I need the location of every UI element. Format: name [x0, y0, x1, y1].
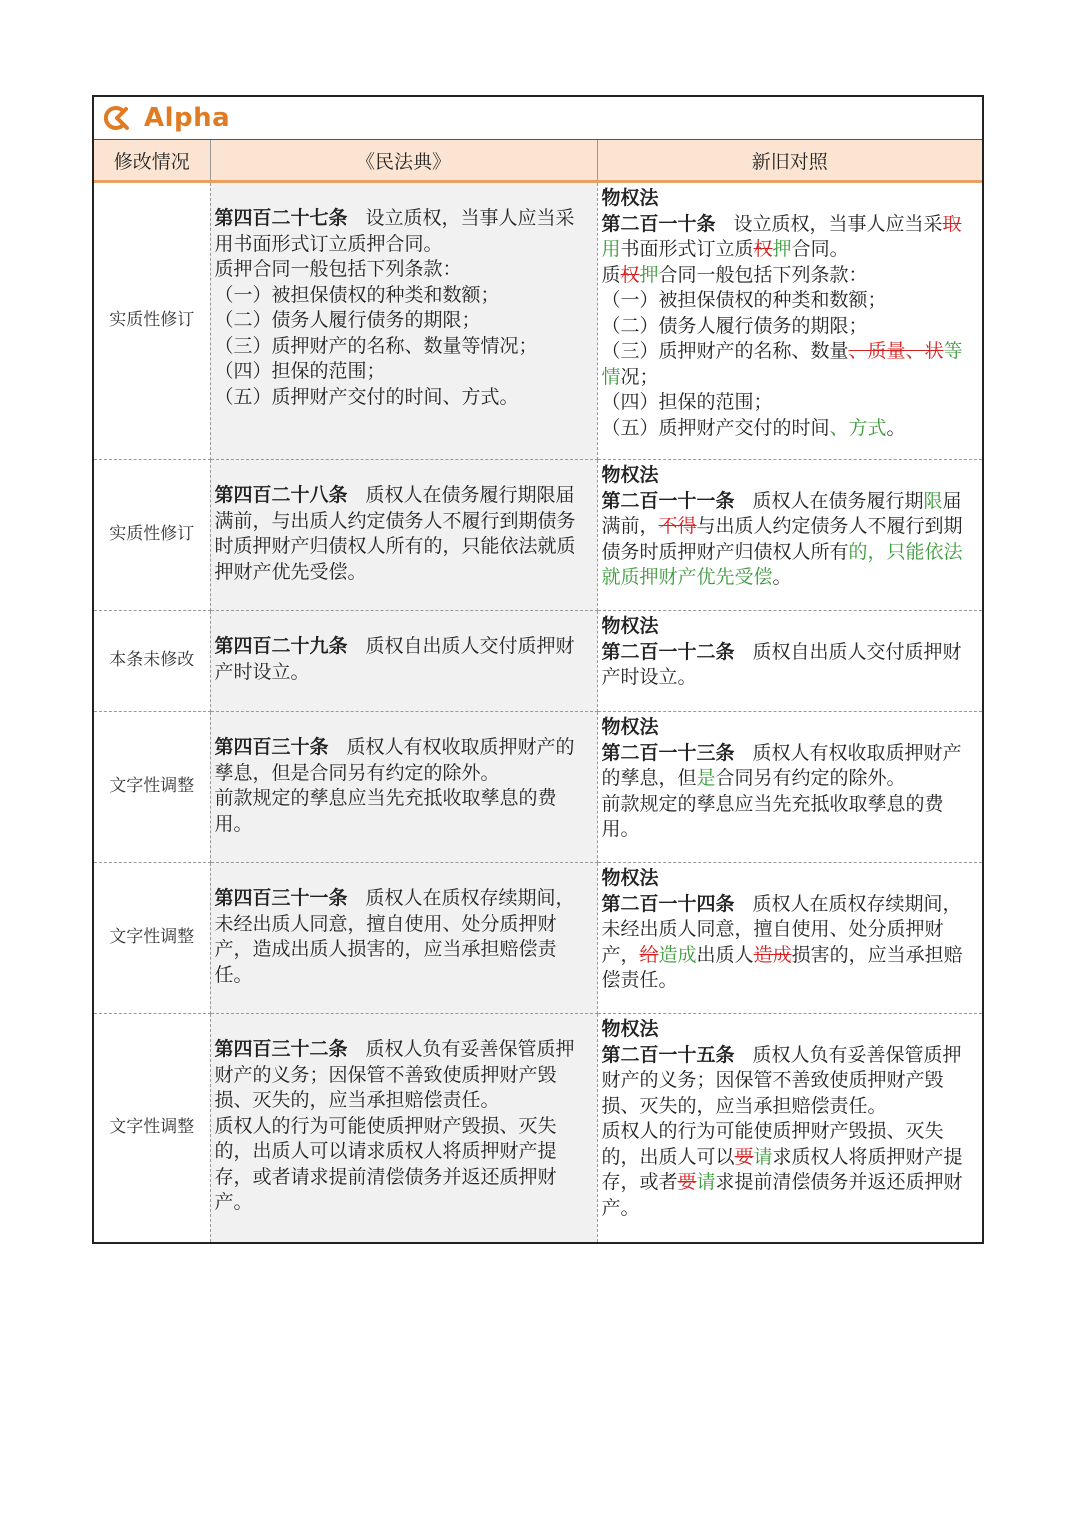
comparison-cell [597, 1014, 982, 1242]
civil-article-number: 第四百二十七条 [214, 207, 348, 229]
civil-paragraph [215, 1037, 593, 1114]
unchanged-text: 届满前， [601, 489, 962, 537]
added-text: 请 [753, 1145, 773, 1168]
civil-text: （二）债务人履行债务的期限； [214, 309, 481, 331]
added-text: 是 [696, 767, 716, 789]
comparison-paragraph [602, 212, 980, 263]
civil-article-number: 第四百三十一条 [214, 887, 348, 909]
civil-code-cell [210, 863, 597, 1014]
comparison-cell [597, 182, 982, 460]
old-article-number: 第二百一十二条 [601, 640, 735, 663]
civil-text: 前款规定的孳息应当先充抵收取孳息的费用。 [214, 787, 557, 835]
unchanged-text: 质权人的行为可能使质押财产毁损、灭失的，出质人可以 [601, 1120, 944, 1168]
unchanged-text: 质 [601, 263, 621, 286]
civil-article-number: 第四百二十八条 [214, 484, 348, 506]
unchanged-text: 设立质权，当事人应当采 [733, 212, 943, 235]
comparison-paragraph [602, 390, 980, 416]
comparison-paragraph [602, 314, 980, 340]
unchanged-text: 出质人 [696, 943, 754, 966]
table-row [94, 611, 982, 712]
civil-paragraph [215, 283, 593, 309]
alpha-logo-icon [102, 103, 132, 133]
comparison-document [92, 95, 984, 1244]
civil-text: 质权人有权收取质押财产的孳息，但是合同另有约定的除外。 [214, 736, 575, 784]
civil-text: （四）担保的范围； [214, 360, 386, 382]
deleted-text: 权 [753, 238, 773, 260]
unchanged-text: 合同一般包括下列条款： [658, 263, 868, 286]
deleted-text: 不得 [658, 515, 697, 537]
civil-code-cell [210, 460, 597, 611]
modification-status: 实质性修订 [94, 182, 210, 460]
unchanged-text: 前款规定的孳息应当先充抵收取孳息的费用。 [601, 792, 944, 840]
modification-status: 文字性调整 [94, 712, 210, 863]
unchanged-text: （二）债务人履行债务的期限； [601, 314, 868, 337]
deleted-text: 给 [639, 943, 659, 966]
comparison-paragraph [602, 640, 980, 691]
civil-paragraph [215, 206, 593, 257]
comparison-paragraph [602, 263, 980, 289]
table-row [94, 182, 982, 460]
added-text: 的，只能依法就质押财产优先受偿 [601, 540, 963, 588]
added-text: 造成 [658, 943, 697, 966]
comparison-paragraph [602, 741, 980, 792]
old-law-name: 物权法 [601, 615, 659, 637]
unchanged-text: （三）质押财产的名称、数量 [601, 340, 849, 362]
civil-text: （一）被担保债权的种类和数额； [214, 283, 500, 306]
deleted-text: 权 [620, 263, 640, 286]
civil-article-number: 第四百三十条 [214, 736, 329, 758]
comparison-cell [597, 712, 982, 863]
table-row [94, 1014, 982, 1242]
unchanged-text: 质权人有权收取质押财产的孳息，但 [601, 741, 962, 789]
header-old-new-comparison: 新旧对照 [597, 140, 982, 182]
added-text: 用 [601, 238, 621, 260]
civil-article-number: 第四百三十二条 [214, 1038, 348, 1060]
civil-text: 质权人在债务履行期限届满前，与出质人约定债务人不履行到期债务时质押财产归债权人所有的，只能依法就质押财产优先受偿。 [214, 484, 576, 583]
old-law-name: 物权法 [601, 867, 659, 889]
old-law-name: 物权法 [601, 716, 659, 738]
unchanged-text: 与出质人约定债务人不履行到期债务时质押财产归债权人所有 [601, 515, 963, 563]
unchanged-text: 。 [886, 416, 906, 439]
comparison-paragraph [602, 792, 980, 843]
unchanged-text: 求提前清偿债务并返还质押财产。 [601, 1171, 963, 1219]
civil-paragraph [215, 886, 593, 988]
table-header-row [94, 140, 982, 182]
added-text: 等情 [601, 340, 963, 388]
comparison-paragraph [602, 489, 980, 591]
civil-paragraph [215, 735, 593, 786]
modification-status: 文字性调整 [94, 863, 210, 1014]
added-text: 限 [923, 489, 943, 512]
civil-paragraph [215, 1114, 593, 1216]
old-law-name: 物权法 [601, 1018, 659, 1040]
civil-paragraph [215, 257, 593, 283]
comparison-cell [597, 863, 982, 1014]
comparison-paragraph [602, 288, 980, 314]
header-civil-code: 《民法典》 [210, 140, 597, 182]
comparison-cell [597, 460, 982, 611]
added-text: 、方式 [829, 416, 887, 439]
unchanged-text: 合同。 [791, 238, 849, 260]
civil-paragraph [215, 483, 593, 585]
table-row [94, 712, 982, 863]
civil-paragraph [215, 359, 593, 385]
deleted-text: 、质量、状 [848, 340, 944, 362]
unchanged-text: （一）被担保债权的种类和数额； [601, 289, 887, 311]
unchanged-text: 合同另有约定的除外。 [715, 767, 906, 789]
civil-paragraph [215, 308, 593, 334]
civil-paragraph [215, 385, 593, 411]
deleted-text: 取 [942, 212, 962, 235]
old-article-number: 第二百一十条 [601, 212, 716, 235]
added-text: 押 [639, 263, 659, 286]
added-text: 请 [696, 1171, 716, 1193]
added-text: 押 [772, 238, 792, 260]
civil-text: 质权人负有妥善保管质押财产的义务；因保管不善致使质押财产毁损、灭失的，应当承担赔偿责任。 [214, 1038, 575, 1111]
comparison-paragraph [602, 416, 980, 442]
old-article-number: 第二百一十五条 [601, 1043, 735, 1066]
civil-code-cell [210, 182, 597, 460]
unchanged-text: 损害的，应当承担赔偿责任。 [601, 943, 963, 991]
deleted-text: 要 [677, 1171, 697, 1193]
civil-text: 质权人在质权存续期间，未经出质人同意，擅自使用、处分质押财产，造成出质人损害的，应当承担赔偿责任。 [214, 887, 575, 986]
comparison-table [94, 140, 982, 1242]
civil-text: （五）质押财产交付的时间、方式。 [214, 385, 519, 408]
unchanged-text: 。 [772, 566, 792, 588]
deleted-text: 要 [734, 1145, 754, 1168]
old-law-name: 物权法 [601, 464, 659, 486]
civil-text: 质权自出质人交付质押财产时设立。 [214, 635, 575, 683]
modification-status: 文字性调整 [94, 1014, 210, 1242]
civil-code-cell [210, 1014, 597, 1242]
old-article-number: 第二百一十四条 [601, 892, 735, 915]
comparison-cell [597, 611, 982, 712]
civil-text: （三）质押财产的名称、数量等情况； [214, 334, 538, 357]
comparison-paragraph [602, 892, 980, 994]
civil-code-cell [210, 712, 597, 863]
civil-code-cell [210, 611, 597, 712]
brand-name: Alpha [144, 103, 231, 133]
modification-status: 实质性修订 [94, 460, 210, 611]
comparison-paragraph [602, 1043, 980, 1120]
brand-header [94, 97, 982, 140]
civil-paragraph [215, 786, 593, 837]
civil-paragraph [215, 334, 593, 360]
civil-text: 质押合同一般包括下列条款： [214, 258, 462, 280]
comparison-paragraph [602, 339, 980, 390]
unchanged-text: 质权人在债务履行期 [752, 489, 924, 512]
unchanged-text: 求质权人将质押财产提存，或者 [601, 1145, 963, 1193]
table-row [94, 863, 982, 1014]
deleted-text: 造成 [753, 943, 792, 966]
comparison-paragraph [602, 1119, 980, 1221]
old-article-number: 第二百一十一条 [601, 489, 735, 512]
unchanged-text: 质权人在质权存续期间，未经出质人同意，擅自使用、处分质押财产， [601, 892, 962, 966]
modification-status: 本条未修改 [94, 611, 210, 712]
unchanged-text: （四）担保的范围； [601, 391, 773, 413]
civil-paragraph [215, 634, 593, 685]
civil-text: 质权人的行为可能使质押财产毁损、灭失的，出质人可以请求质权人将质押财产提存，或者请求提前清偿债务并返还质押财产。 [214, 1114, 557, 1213]
old-law-name: 物权法 [601, 187, 659, 209]
header-modification-status: 修改情况 [94, 140, 210, 182]
unchanged-text: 况； [620, 365, 659, 388]
unchanged-text: 书面形式订立质 [620, 238, 754, 260]
civil-text: 设立质权，当事人应当采用书面形式订立质押合同。 [214, 207, 575, 255]
unchanged-text: （五）质押财产交付的时间 [601, 416, 830, 439]
old-article-number: 第二百一十三条 [601, 741, 735, 764]
unchanged-text: 质权自出质人交付质押财产时设立。 [601, 640, 962, 688]
civil-article-number: 第四百二十九条 [214, 635, 348, 657]
unchanged-text: 质权人负有妥善保管质押财产的义务；因保管不善致使质押财产毁损、灭失的，应当承担赔偿责任。 [601, 1043, 962, 1117]
table-row [94, 460, 982, 611]
